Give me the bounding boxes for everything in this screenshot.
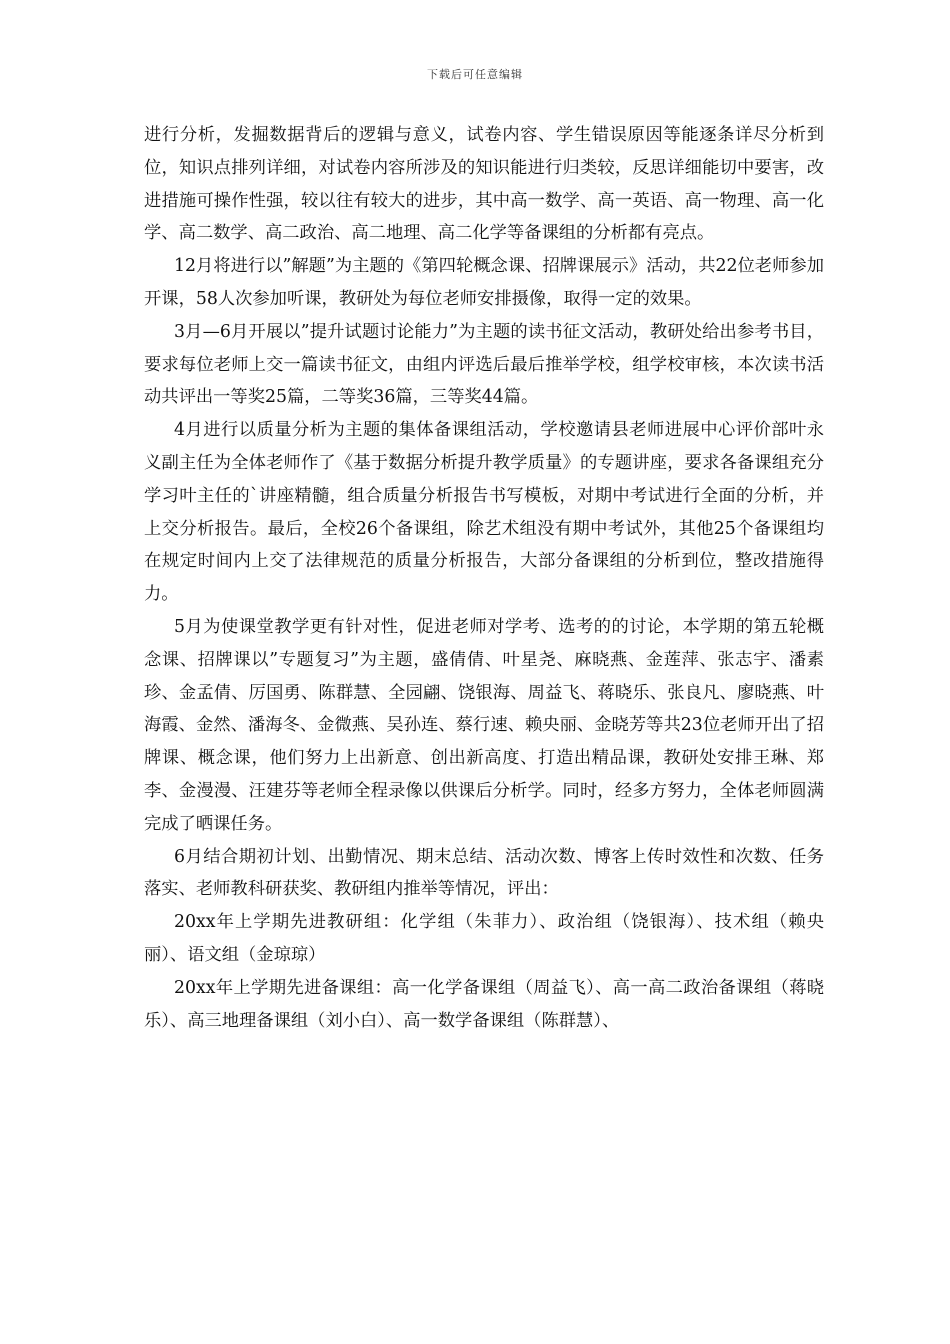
- paragraph-advanced-lesson-groups: 20xx年上学期先进备课组：高一化学备课组（周益飞）、高一高二政治备课组（蒋晓乐）、高三地理备课组（刘小白）、高一数学备课组（陈群慧）、: [144, 977, 824, 1031]
- document-body: [144, 119, 824, 1037]
- paragraph-may-showcase-lessons: 5月为使课堂教学更有针对性，促进老师对学考、选考的的讨论，本学期的第五轮概念课、招牌课以”专题复习”为主题，盛倩倩、叶星尧、麻晓燕、金莲萍、张志宇、潘素珍、金孟倩、厉国勇、陈群慧、全园翩、饶银海、周益飞、蒋晓乐、张良凡、廖晓燕、叶海霞、金然、潘海冬、金微燕、吴孙连、蔡行速、赖央丽、金晓芳等共23位老师开出了招牌课、概念课，他们努力上出新意、创出新高度、打造出精品课，教研处安排王琳、郑李、金漫漫、汪建芬等老师全程录像以供课后分析学。同时，经多方努力，全体老师圆满完成了晒课任务。: [144, 616, 824, 834]
- paragraph-reading-essay-activity: 3月—6月开展以”提升试题讨论能力”为主题的读书征文活动，教研处给出参考书目，要求每位老师上交一篇读书征文，由组内评选后最后推举学校，组学校审核，本次读书活动共评出一等奖25篇，二等奖36篇，三等奖44篇。: [144, 321, 824, 408]
- paragraph-april-quality-analysis: 4月进行以质量分析为主题的集体备课组活动，学校邀请县老师进展中心评价部叶永义副主任为全体老师作了《基于数据分析提升教学质量》的专题讲座，要求各备课组充分学习叶主任的`讲座精髓，组合质量分析报告书写模板，对期中考试进行全面的分析，并上交分析报告。最后，全校26个备课组，除艺术组没有期中考试外，其他25个备课组均在规定时间内上交了法律规范的质量分析报告，大部分备课组的分析到位，整改措施得力。: [144, 420, 824, 605]
- paragraph-analysis-continued: 进行分析，发掘数据背后的逻辑与意义，试卷内容、学生错误原因等能逐条详尽分析到位，知识点排列详细，对试卷内容所涉及的知识能进行归类较，反思详细能切中要害，改进措施可操作性强，较以往有较大的进步，其中高一数学、高一英语、高一物理、高一化学、高二数学、高二政治、高二地理、高二化学等备课组的分析都有亮点。: [144, 125, 824, 244]
- paragraph-december-activity: 12月将进行以”解题”为主题的《第四轮概念课、招牌课展示》活动，共22位老师参加开课，58人次参加听课，教研处为每位老师安排摄像，取得一定的效果。: [144, 256, 824, 309]
- paragraph-june-evaluation: 6月结合期初计划、出勤情况、期末总结、活动次数、博客上传时效性和次数、任务落实、老师教科研获奖、教研组内推举等情况，评出：: [144, 846, 824, 900]
- page-header: 下载后可任意编辑: [427, 68, 523, 81]
- paragraph-advanced-teaching-groups: 20xx年上学期先进教研组：化学组（朱菲力）、政治组（饶银海）、技术组（赖央丽）、语文组（金琼琼）: [144, 912, 824, 965]
